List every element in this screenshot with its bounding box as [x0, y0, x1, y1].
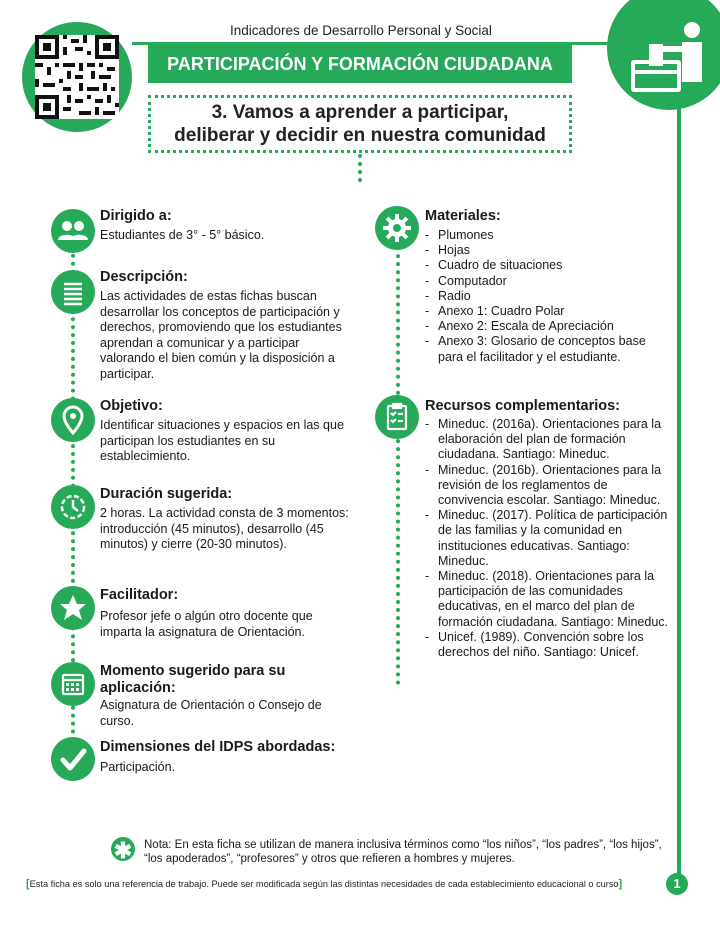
- qr-code-badge: [22, 22, 132, 132]
- activity-title-box: [148, 95, 572, 153]
- activity-title-line-1: 3. Vamos a aprender a participar,: [211, 102, 509, 123]
- list-item: - Mineduc. (2016b). Orientaciones para la revisión de los reglamentos de convivencia escolar. Santiago: Mineduc.: [425, 463, 670, 509]
- momento-text: Asignatura de Orientación o Consejo de curso.: [100, 698, 322, 728]
- list-item: - Cuadro de situaciones: [425, 258, 665, 273]
- page-supertitle: Indicadores de Desarrollo Personal y Social: [230, 23, 492, 38]
- dirigido-heading: Dirigido a:: [100, 208, 172, 224]
- objetivo-text: Identificar situaciones y espacios en las que participan los estudiantes en su establecimiento.: [100, 418, 344, 463]
- list-item: - Hojas: [425, 243, 665, 258]
- facilitador-text: Profesor jefe o algún otro docente que imparta la asignatura de Orientación.: [100, 609, 313, 639]
- list-item: - Computador: [425, 274, 665, 289]
- ballot-box-icon: [607, 0, 720, 110]
- facilitador-heading: Facilitador:: [100, 587, 179, 603]
- dimensiones-text: Participación.: [100, 760, 176, 774]
- clock-icon: [51, 485, 95, 529]
- recursos-list: [425, 417, 670, 660]
- materiales-heading: Materiales:: [425, 208, 501, 224]
- objetivo-heading: Objetivo:: [100, 398, 163, 414]
- descripcion-heading: Descripción:: [100, 269, 188, 285]
- list-lines-icon: [51, 270, 95, 314]
- qr-code: [35, 35, 119, 119]
- list-item: - Mineduc. (2017). Política de participación de las familias y la comunidad en instituciones educativas. Santiago: Mineduc.: [425, 508, 670, 569]
- list-item: - Anexo 3: Glosario de conceptos base para el facilitador y el estudiante.: [425, 334, 665, 364]
- footer-text: Esta ficha es solo una referencia de trabajo. Puede ser modificada según las distintas necesidades de cada establecimiento educacional o curso: [29, 879, 619, 889]
- section-banner: PARTICIPACIÓN Y FORMACIÓN CIUDADANA: [148, 45, 572, 83]
- momento-heading: Momento sugerido para su aplicación:: [100, 663, 286, 696]
- right-edge-rule: [677, 100, 681, 878]
- list-item: - Radio: [425, 289, 665, 304]
- list-item: - Unicef. (1989). Convención sobre los derechos del niño. Santiago: Unicef.: [425, 630, 670, 660]
- checkmark-icon: [51, 737, 95, 781]
- page-number: 1: [666, 873, 688, 895]
- materiales-list: [425, 228, 665, 365]
- list-item: - Anexo 2: Escala de Apreciación: [425, 319, 665, 334]
- location-pin-icon: [51, 398, 95, 442]
- footer-disclaimer: [26, 878, 622, 890]
- recursos-heading: Recursos complementarios:: [425, 398, 621, 414]
- dimensiones-heading: Dimensiones del IDPS abordadas:: [100, 739, 336, 755]
- activity-title-line-2: deliberar y decidir en nuestra comunidad: [174, 125, 546, 146]
- list-item: - Mineduc. (2018). Orientaciones para la participación de las comunidades educativas, en el marco del plan de formación ciudadana. Santiago: Mineduc.: [425, 569, 670, 630]
- people-icon: [51, 209, 95, 253]
- footer-bracket-close: ]: [618, 878, 623, 890]
- descripcion-text: Las actividades de estas fichas buscan desarrollar los conceptos de participación y derechos, promoviendo que los estudiantes aprendan a comunicar y a participar valorando el bien común y la disposición a participar.: [100, 289, 342, 381]
- voting-badge: [607, 0, 720, 110]
- calendar-icon: [51, 662, 95, 706]
- asterisk-icon: ✱: [111, 837, 135, 861]
- duracion-text: 2 horas. La actividad consta de 3 momentos: introducción (45 minutos), desarrollo (45 minutos) y cierre (20-30 minutos).: [100, 506, 349, 551]
- clipboard-checklist-icon: [375, 395, 419, 439]
- right-timeline-dots: [396, 230, 400, 685]
- qr-code-icon: [35, 35, 119, 119]
- dirigido-text: Estudiantes de 3° - 5° básico.: [100, 228, 265, 242]
- star-icon: [51, 586, 95, 630]
- footer-bracket-open: [: [26, 878, 30, 890]
- title-connector-dots: [358, 154, 362, 182]
- gear-icon: [375, 206, 419, 250]
- inclusive-language-note: Nota: En esta ficha se utilizan de manera inclusiva términos como “los niños”, “los padres”, “los hijos”, “los apoderados”, “profesores” y otros que refieren a hombres y mujeres.: [144, 839, 662, 865]
- duracion-heading: Duración sugerida:: [100, 486, 233, 502]
- list-item: - Anexo 1: Cuadro Polar: [425, 304, 665, 319]
- list-item: - Mineduc. (2016a). Orientaciones para la elaboración del plan de formación ciudadana. Santiago: Mineduc.: [425, 417, 670, 463]
- list-item: - Plumones: [425, 228, 665, 243]
